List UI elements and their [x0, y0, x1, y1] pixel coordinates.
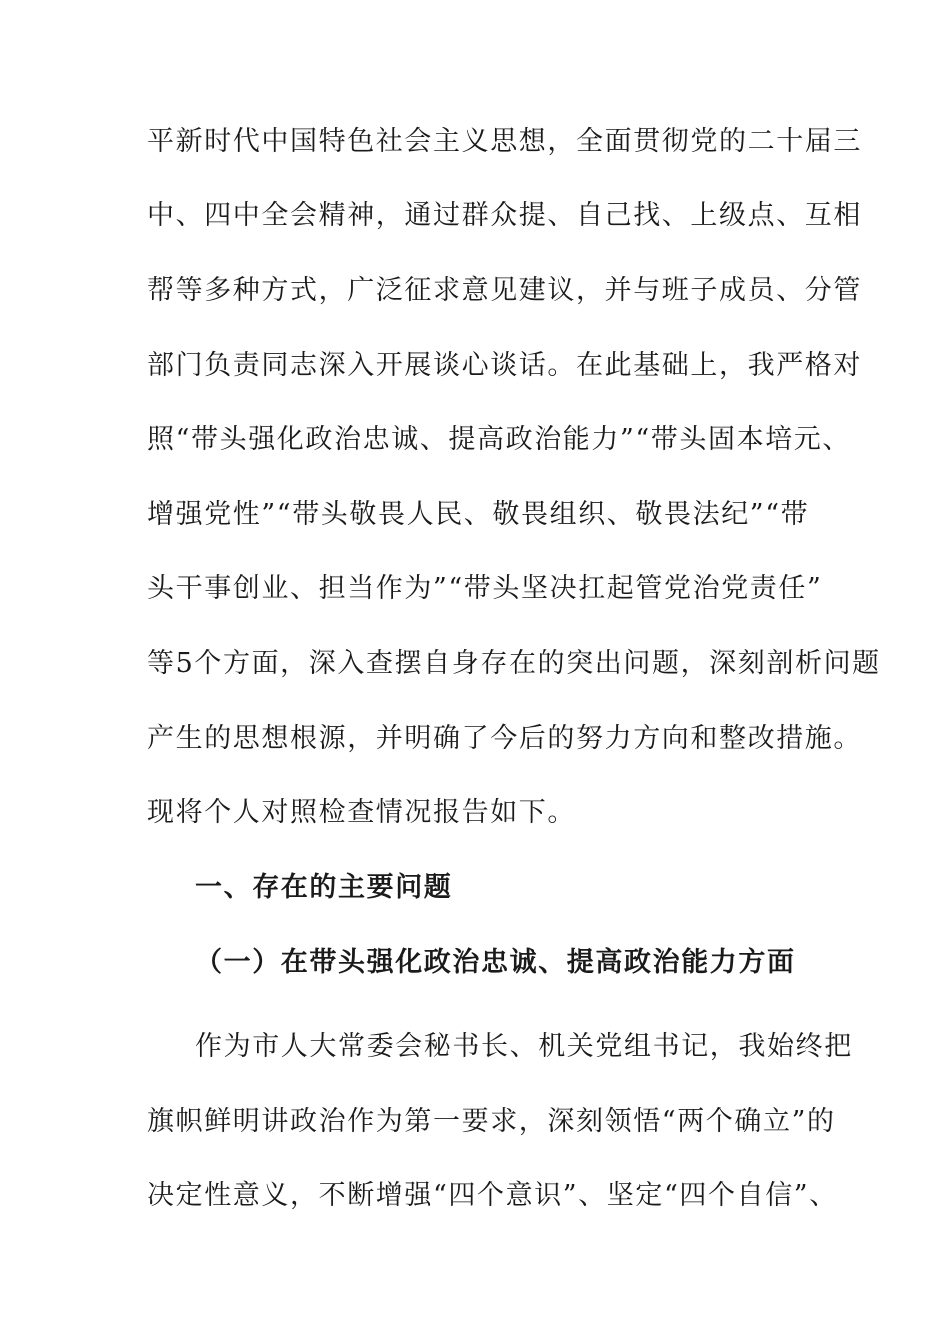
- paragraph-line: 作为市人大常委会秘书长、机关党组书记，我始终把: [195, 1031, 853, 1062]
- paragraph-line: 增强党性”“带头敬畏人民、敬畏组织、敬畏法纪”“带: [147, 499, 810, 530]
- paragraph-line: 决定性意义，不断增强“四个意识”、坚定“四个自信”、: [147, 1180, 838, 1211]
- paragraph-line: 中、四中全会精神，通过群众提、自己找、上级点、互相: [147, 200, 862, 231]
- paragraph-line: 帮等多种方式，广泛征求意见建议，并与班子成员、分管: [147, 275, 862, 306]
- paragraph-line: 头干事创业、担当作为”“带头坚决扛起管党治党责任”: [147, 573, 823, 604]
- paragraph-line: 产生的思想根源，并明确了今后的努力方向和整改措施。: [147, 723, 862, 754]
- section-heading: 一、存在的主要问题: [195, 872, 453, 903]
- paragraph-line: 等5个方面，深入查摆自身存在的突出问题，深刻剖析问题: [147, 648, 881, 679]
- paragraph-line: 旗帜鲜明讲政治作为第一要求，深刻领悟“两个确立”的: [147, 1106, 836, 1137]
- paragraph-line: 照“带头强化政治忠诚、提高政治能力”“带头固本培元、: [147, 424, 852, 455]
- paragraph-line: 部门负责同志深入开展谈心谈话。在此基础上，我严格对: [147, 350, 862, 381]
- paragraph-line: 平新时代中国特色社会主义思想，全面贯彻党的二十届三: [147, 126, 862, 157]
- paragraph-line: 现将个人对照检查情况报告如下。: [147, 797, 576, 828]
- subsection-heading: （一）在带头强化政治忠诚、提高政治能力方面: [195, 947, 796, 978]
